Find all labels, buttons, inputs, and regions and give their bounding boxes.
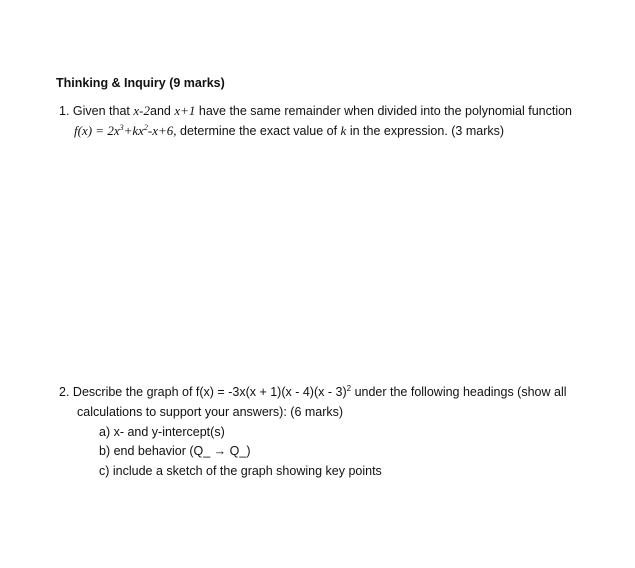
- part-b-prefix: b) end behavior (Q_: [99, 444, 211, 458]
- question-1-tail-b: in the expression. (3 marks): [349, 124, 505, 138]
- question-1-line-2: [74, 123, 504, 139]
- question-1-line-1: [59, 103, 572, 119]
- divisor-1: x-2: [133, 103, 150, 118]
- question-2-function: Describe the graph of f(x) = -3x(x + 1)(x - 4)(x - 3): [72, 385, 347, 399]
- question-2-part-a: a) x- and y-intercept(s): [99, 425, 225, 439]
- question-2-part-c: c) include a sketch of the graph showing key points: [99, 464, 382, 478]
- question-2-exponent: 2: [346, 384, 352, 393]
- arrow-icon: →: [213, 444, 227, 458]
- fx-lhs: f(x) = 2x: [74, 123, 120, 138]
- question-2-line-1: [59, 385, 567, 399]
- k-variable: k: [340, 123, 347, 138]
- question-1-intro: Given that: [72, 104, 130, 118]
- question-1-number: 1.: [59, 104, 70, 118]
- question-2-line-1-rest: under the following headings (show all: [354, 385, 567, 399]
- fx-rest: -x+6,: [147, 123, 177, 138]
- and-word: and: [150, 104, 171, 118]
- part-b-suffix: Q_): [229, 444, 251, 458]
- exponent-3: 3: [119, 123, 124, 132]
- question-2-line-2: calculations to support your answers): (6 marks): [77, 405, 344, 419]
- question-1-middle: have the same remainder when divided into the polynomial function: [198, 104, 573, 118]
- question-2-number: 2.: [59, 385, 70, 399]
- polynomial-function: [74, 123, 177, 138]
- question-2-part-b: [99, 444, 251, 458]
- exponent-2: 2: [143, 123, 148, 132]
- kx-term: +kx: [123, 123, 144, 138]
- divisor-2: x+1: [174, 103, 196, 118]
- question-1-tail-a: determine the exact value of: [180, 124, 338, 138]
- section-title: Thinking & Inquiry (9 marks): [56, 76, 225, 90]
